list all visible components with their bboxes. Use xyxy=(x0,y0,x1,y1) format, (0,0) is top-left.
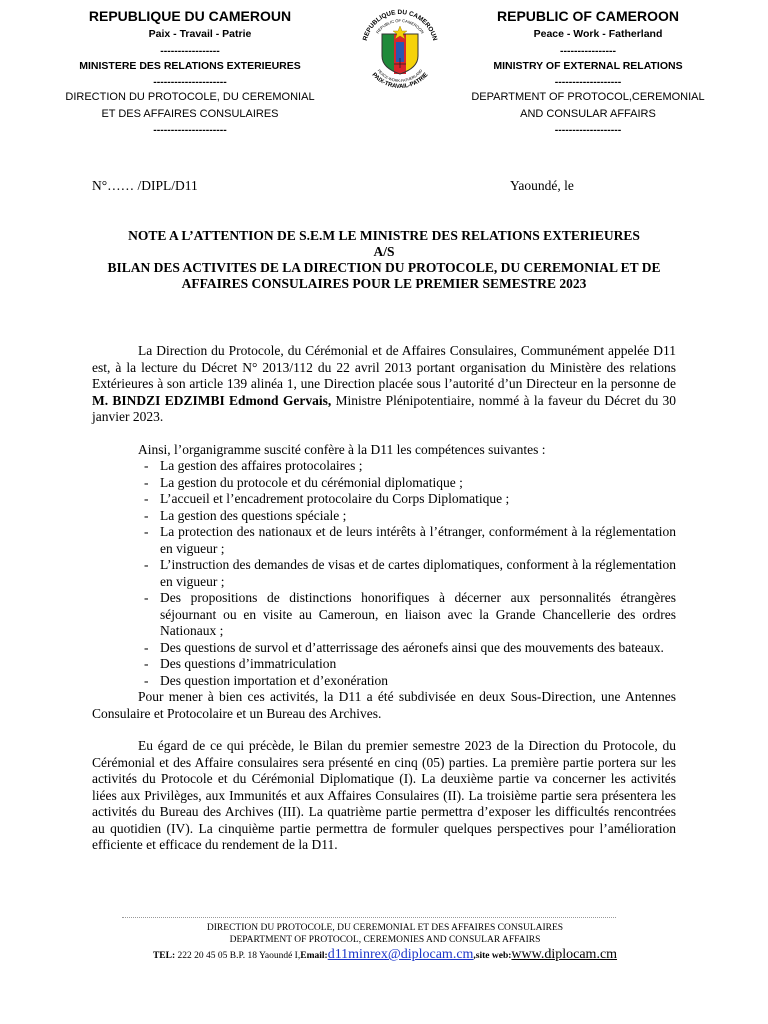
intro-paragraph xyxy=(92,343,676,426)
place-date: Yaoundé, le xyxy=(510,178,574,193)
list-item: - La gestion des questions spéciale ; xyxy=(92,508,676,525)
list-item: - Des questions de survol et d’atterrissage des aéronefs ainsi que des mouvements des bateaux. xyxy=(92,640,676,657)
list-item: - Des propositions de distinctions honorifiques à décerner aux personnalités étrangères séjournant ou en visite au Cameroun, en liaison avec la Grande Chancellerie des ordres Nationaux ; xyxy=(92,590,676,640)
header-right xyxy=(458,6,718,137)
footer xyxy=(100,922,670,962)
intro-text-end: Ministre Plénipotentiaire, nommé à la faveur du Décret du 30 janvier 2023. xyxy=(92,392,677,424)
seal-bottom-text: PAIX-TRAVAIL-PATRIE xyxy=(370,72,430,91)
list-item: - La gestion des affaires protocolaires ; xyxy=(92,458,676,475)
footer-line-fr: DIRECTION DU PROTOCOLE, DU CEREMONIAL ET DES AFFAIRES CONSULAIRES xyxy=(206,923,564,933)
separator: ---------------- xyxy=(560,44,616,57)
list-item: - La gestion du protocole et du cérémonial diplomatique ; xyxy=(92,475,676,492)
header-left xyxy=(60,6,320,137)
website-link[interactable]: www.diplocam.cm xyxy=(511,947,618,962)
separator: --------------------- xyxy=(153,124,227,136)
department-line-en: DEPARTMENT OF PROTOCOL,CEREMONIAL xyxy=(471,91,705,103)
list-item: - L’accueil et l’encadrement protocolaire du Corps Diplomatique ; xyxy=(92,491,676,508)
seal-bottom-small-text: PEACE-WORK-FATHERLAND xyxy=(376,68,424,84)
separator: ----------------- xyxy=(160,44,220,57)
motto-en: Peace - Work - Fatherland xyxy=(533,28,663,40)
country-name-fr: REPUBLIQUE DU CAMEROUN xyxy=(88,8,292,24)
department-line-en: AND CONSULAR AFFAIRS xyxy=(520,108,656,120)
motto-fr: Paix - Travail - Patrie xyxy=(148,28,252,40)
document-title xyxy=(92,228,676,292)
separator: ------------------- xyxy=(554,76,622,88)
competences-intro: Ainsi, l’organigramme suscité confère à la D11 les compétences suivantes : xyxy=(138,441,546,457)
title-line: NOTE A L’ATTENTION DE S.E.M LE MINISTRE DES RELATIONS EXTERIEURES xyxy=(128,228,640,243)
footer-divider xyxy=(122,917,616,918)
footer-line-en: DEPARTMENT OF PROTOCOL, CEREMONIES AND CONSULAR AFFAIRS xyxy=(229,935,541,945)
ministry-name-fr: MINISTERE DES RELATIONS EXTERIEURES xyxy=(79,59,301,72)
country-name-en: REPUBLIC OF CAMEROON xyxy=(497,8,679,24)
email-link[interactable]: d11minrex@diplocam.cm xyxy=(327,947,474,962)
seal-top-small-text: REPUBLIC OF CAMEROON xyxy=(374,17,426,35)
email-label: Email: xyxy=(300,951,328,961)
competences-list xyxy=(92,458,676,689)
title-subject-marker: A/S xyxy=(373,244,395,259)
intro-text: La Direction du Protocole, du Cérémonial et de Affaires Consulaires, Communément appelée D11 est, à la lecture du Décret N° 2013/112 du 22 avril 2013 portant organisation du Ministère des relations Extérieures à son article 139 alinéa 1, une Direction placée sous l’autorité d’un Directeur en la personne de xyxy=(92,343,676,391)
tel-value: 222 20 45 05 B.P. 18 Yaoundé I, xyxy=(177,951,301,961)
list-item: - Des questions d’immatriculation xyxy=(92,656,676,673)
footer-contact xyxy=(100,949,670,962)
department-line-fr: ET DES AFFAIRES CONSULAIRES xyxy=(101,108,279,120)
list-item: - Des question importation et d’exonération xyxy=(92,673,676,690)
director-name: M. BINDZI EDZIMBI Edmond Gervais, xyxy=(92,392,332,408)
document-body xyxy=(92,343,676,854)
list-item: - La protection des nationaux et de leurs intérêts à l’étranger, conformément à la réglementation en vigueur ; xyxy=(92,524,676,557)
plan-paragraph: Eu égard de ce qui précède, le Bilan du premier semestre 2023 de la Direction du Protocole, du Cérémonial et des Affaire consulaires sera présenté en cinq (05) parties. La première partie portera sur les activités du Protocole et du Cérémonial Diplomatique (I). La deuxième partie va concerner les activités liées aux Privilèges, aux Immunités et aux Affaires Consulaires (II). La troisième partie sera présentera les activités du Bureau des Archives (III). La quatrième partie permettra d’exposer les difficultés rencontrées au quotidien (IV). La cinquième partie permettra de formuler quelques perspectives pour l’amélioration efficiente et efficace du rendement de la D11. xyxy=(92,738,676,852)
separator: ------------------- xyxy=(554,124,622,136)
ministry-name-en: MINISTRY OF EXTERNAL RELATIONS xyxy=(493,59,683,72)
web-label: ,site web: xyxy=(473,951,512,961)
reference-number: N°…… /DIPL/D11 xyxy=(92,178,198,193)
tel-label: TEL: xyxy=(152,951,176,961)
seal-shield xyxy=(382,26,418,74)
organisation-paragraph: Pour mener à bien ces activités, la D11 a été subdivisée en deux Sous-Direction, une Antennes Consulaire et Protocolaire et un Bureau des Archives. xyxy=(92,689,676,721)
separator: --------------------- xyxy=(153,76,227,88)
list-item: - L’instruction des demandes de visas et de cartes diplomatiques, conforment à la réglementation en vigueur ; xyxy=(92,557,676,590)
seal-top-text: REPUBLIQUE DU CAMEROUN xyxy=(361,8,439,42)
cameroon-seal-icon xyxy=(354,2,446,94)
department-line-fr: DIRECTION DU PROTOCOLE, DU CEREMONIAL xyxy=(65,91,315,103)
title-subject: BILAN DES ACTIVITES DE LA DIRECTION DU PROTOCOLE, DU CEREMONIAL ET DE AFFAIRES CONSULAIRES POUR LE PREMIER SEMESTRE 2023 xyxy=(107,260,661,291)
